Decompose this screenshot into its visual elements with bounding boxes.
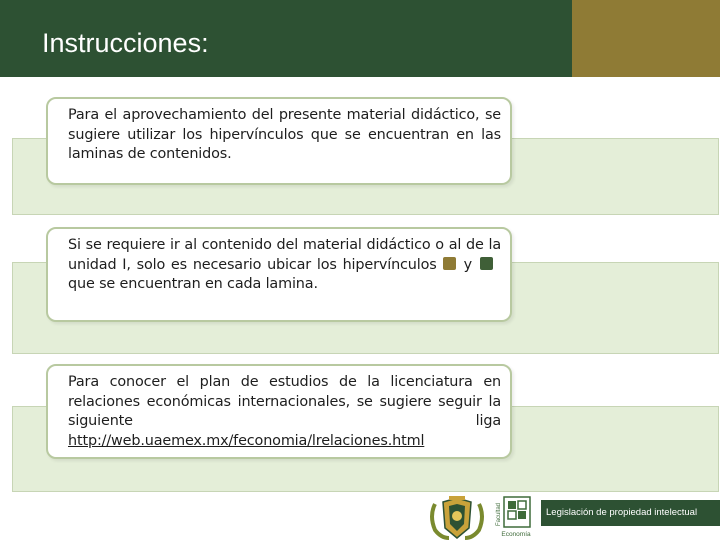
connector-text: y [463, 256, 472, 273]
instruction-text: Si se requiere ir al contenido del material didáctico o al de la unidad I, solo es necesario ubicar los hipervínculos [68, 237, 501, 273]
olive-hyperlink-swatch-icon [443, 257, 456, 270]
instruction-card [46, 227, 512, 322]
footer-caption: Legislación de propiedad intelectual [546, 507, 698, 518]
university-seal-icon [427, 494, 487, 540]
instruction-card [46, 364, 512, 459]
green-hyperlink-swatch-icon [480, 257, 493, 270]
instruction-text: que se encuentran en cada lamina. [68, 276, 318, 292]
header-accent-block [572, 0, 720, 77]
logo-vertical-text: Facultad [496, 502, 502, 526]
instruction-text: Para conocer el plan de estudios de la licenciatura en relaciones económicas internacionales, se sugiere seguir la siguiente liga [68, 374, 501, 429]
page-title: Instrucciones: [42, 28, 209, 58]
instruction-card [46, 97, 512, 185]
faculty-logo-icon [495, 496, 537, 540]
logo-bottom-text: Economía [501, 531, 531, 538]
study-plan-link[interactable]: http://web.uaemex.mx/feconomia/lrelaciones.html [68, 432, 425, 449]
instruction-text: Para el aprovechamiento del presente material didáctico, se sugiere utilizar los hipervínculos que se encuentran en las laminas de contenidos. [68, 107, 501, 162]
